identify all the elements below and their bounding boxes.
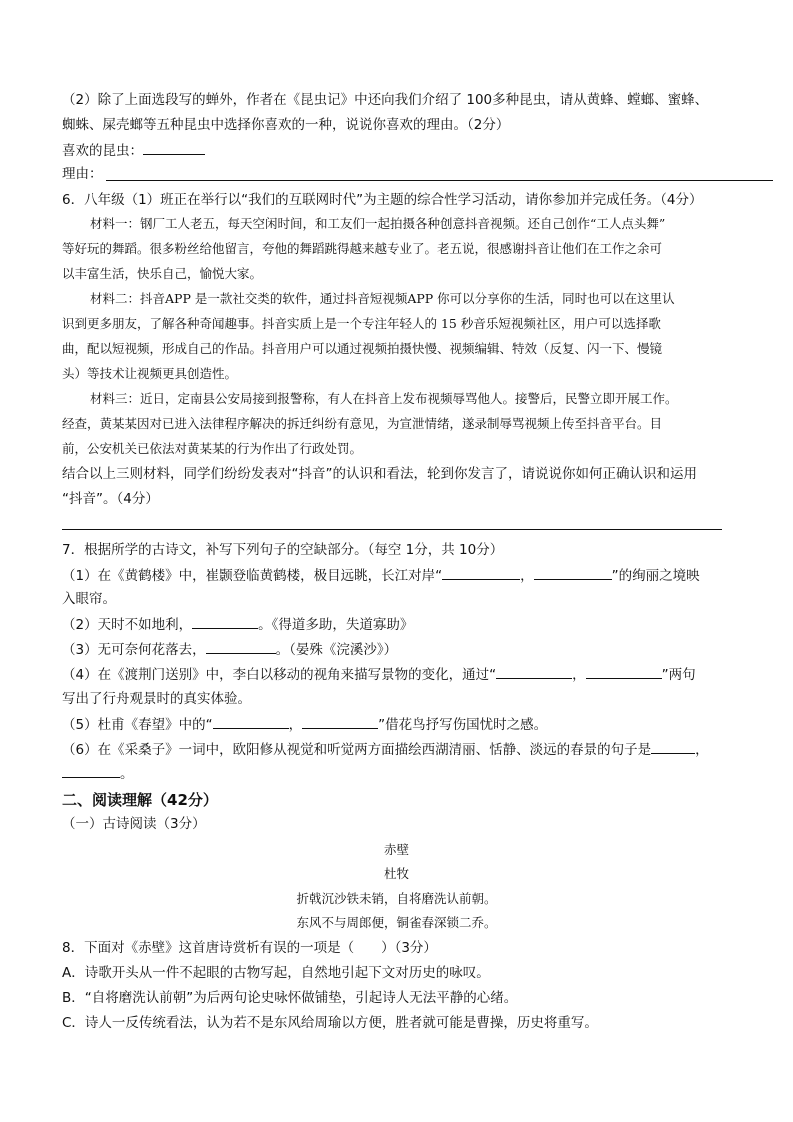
q7-item4: （4）在《渡荆门送别》中，李白以移动的视角来描写景物的变化，通过“ ， ”两句	[62, 664, 696, 685]
q7-title: 7．根据所学的古诗文，补写下列句子的空缺部分。（每空 1分，共 10分）	[62, 542, 504, 558]
q7-blank-7[interactable]	[213, 714, 289, 729]
q7-blank-9[interactable]	[651, 739, 695, 754]
q5-reason-label: 理由：	[62, 166, 103, 182]
q5-part2-line2: 蜘蛛、屎壳螂等五种昆虫中选择你喜欢的一种，说说你喜欢的理由。（2分）	[62, 117, 510, 133]
q7-item6: （6）在《采桑子》一词中，欧阳修从视觉和听觉两方面描绘西湖清丽、恬静、淡远的春景的句子是 ，	[62, 739, 709, 760]
poem-line-2: 东风不与周郎便，铜雀春深锁二乔。	[296, 915, 497, 930]
section2-subheading: （一）古诗阅读（3分）	[62, 816, 206, 832]
q7-blank-3[interactable]	[192, 614, 258, 629]
material3-line1: 材料三：近日，定南县公安局接到报警称，有人在抖音上发布视频辱骂他人。接警后，民警立即开展工作。	[90, 391, 678, 406]
q6-prompt-line2: “抖音”。（4分）	[62, 491, 159, 507]
q6-title: 6．八年级（1）班正在举行以“我们的互联网时代”为主题的综合性学习活动，请你参加并完成任务。（4分）	[62, 192, 703, 208]
poem-author: 杜牧	[383, 866, 409, 881]
q7-blank-10[interactable]	[62, 763, 120, 778]
q7-item6-cont: 。	[62, 763, 134, 784]
q7-item3: （3）无可奈何花落去， 。（晏殊《浣溪沙》）	[62, 639, 397, 660]
material1-line2: 等好玩的舞蹈。很多粉丝给他留言，夸他的舞蹈跳得越来越专业了。老五说，很感谢抖音让他们在工作之余可	[62, 241, 663, 256]
material2-line4: 头）等技术让视频更具创造性。	[62, 366, 238, 381]
material3-line2: 经查，黄某某因对已进入法律程序解决的拆迁纠纷有意见，为宣泄情绪，遂录制辱骂视频上传至抖音平台。目	[62, 416, 663, 431]
q7-item1-cont: 入眼帘。	[62, 591, 116, 607]
material1-line1: 材料一：钢厂工人老五，每天空闲时间，和工友们一起拍摄各种创意抖音视频。还自己创作“工人点头舞”	[90, 216, 666, 231]
material2-line3: 曲，配以短视频，形成自己的作品。抖音用户可以通过视频拍摄快慢、视频编辑、特效（反复、闪一下、慢镜	[62, 341, 663, 356]
q8-option-a[interactable]: A．诗歌开头从一件不起眼的古物写起，自然地引起下文对历史的咏叹。	[62, 965, 490, 981]
q7-blank-4[interactable]	[206, 639, 276, 654]
material2-line2: 识到更多朋友，了解各种奇闻趣事。抖音实质上是一个专注年轻人的 15 秒音乐短视频社区，用户可以选择歌	[62, 316, 661, 331]
q7-item4-cont: 写出了行舟观景时的真实体验。	[62, 691, 251, 707]
material3-line3: 前，公安机关已依法对黄某某的行为作出了行政处罚。	[62, 441, 363, 456]
q7-blank-6[interactable]	[586, 664, 662, 679]
q7-item5: （5）杜甫《春望》中的“ ， ”借花鸟抒写伤国忧时之感。	[62, 714, 547, 735]
section2-heading: 二、阅读理解（42分）	[62, 791, 218, 809]
reason-answer-line[interactable]	[106, 180, 773, 181]
q6-prompt-line1: 结合以上三则材料，同学们纷纷发表对“抖音”的认识和看法，轮到你发言了，请说说你如何正确认识和运用	[62, 466, 697, 482]
insect-label: 喜欢的昆虫：	[62, 143, 143, 159]
q8-question: 8．下面对《赤壁》这首唐诗赏析有误的一项是（ ）（3分）	[62, 940, 437, 956]
poem-line-1: 折戟沉沙铁未销，自将磨洗认前朝。	[296, 891, 497, 906]
q7-blank-5[interactable]	[496, 664, 572, 679]
poem-title: 赤壁	[383, 842, 409, 857]
q7-blank-8[interactable]	[302, 714, 378, 729]
q8-option-b[interactable]: B．“自将磨洗认前朝”为后两句论史咏怀做铺垫，引起诗人无法平静的心绪。	[62, 990, 518, 1006]
material2-line1: 材料二：抖音APP 是一款社交类的软件，通过抖音短视频APP 你可以分享你的生活，同时也可以在这里认	[90, 291, 675, 306]
insect-answer-blank[interactable]	[143, 140, 205, 155]
q7-blank-1[interactable]	[442, 565, 520, 580]
q5-part2-line1: （2）除了上面选段写的蝉外，作者在《昆虫记》中还向我们介绍了 100多种昆虫，请从黄蜂、螳螂、蜜蜂、	[62, 92, 709, 108]
q7-item2: （2）天时不如地利， 。《得道多助，失道寡助》	[62, 614, 413, 635]
q7-item1: （1）在《黄鹤楼》中，崔颢登临黄鹤楼，极目远眺，长江对岸“ ， ”的绚丽之境映	[62, 565, 700, 586]
q6-answer-line[interactable]	[62, 529, 722, 530]
material1-line3: 以丰富生活，快乐自己，愉悦大家。	[62, 266, 263, 281]
q7-blank-2[interactable]	[534, 565, 612, 580]
q8-option-c[interactable]: C．诗人一反传统看法，认为若不是东风给周瑜以方便，胜者就可能是曹操，历史将重写。	[62, 1015, 598, 1031]
q5-insect-row	[62, 140, 205, 161]
